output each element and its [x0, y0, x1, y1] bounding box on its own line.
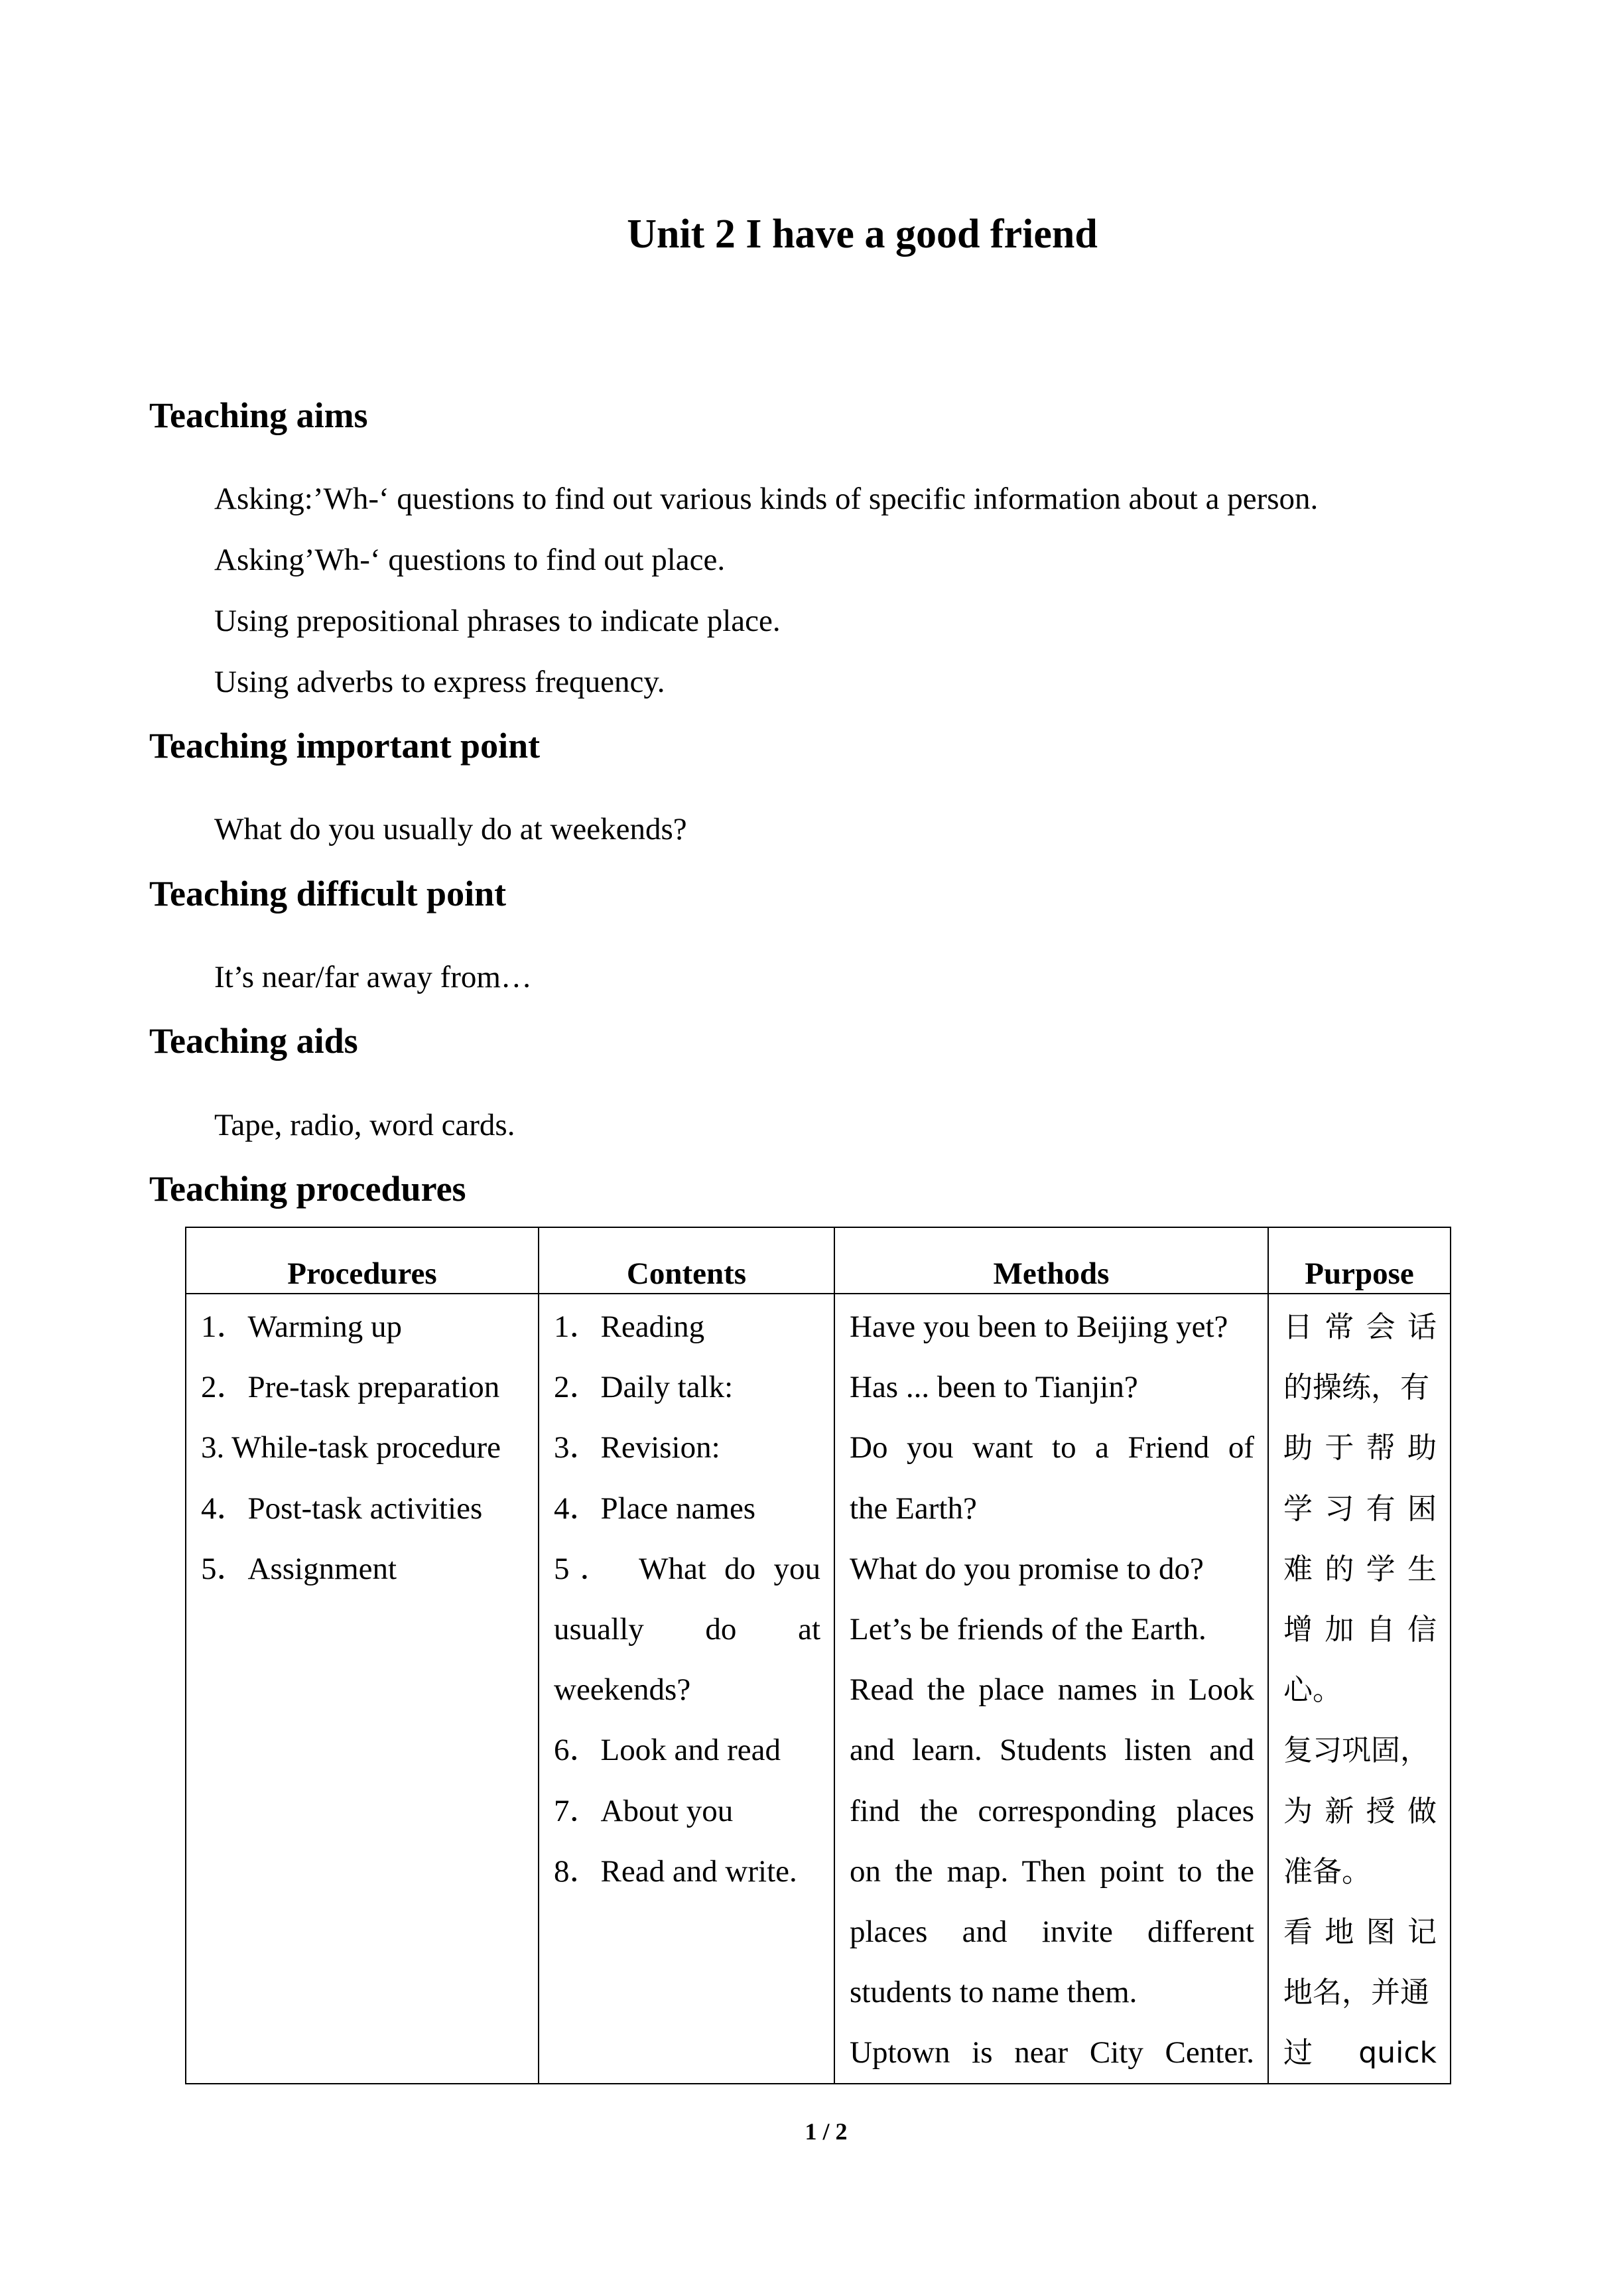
procedures-table: [185, 1227, 1451, 2084]
purpose-line: 心。: [1283, 1673, 1342, 1708]
content-item: weekends?: [554, 1672, 691, 1708]
method-line: on the map. Then point to the: [850, 1854, 1254, 1889]
procedures-cell: [186, 1294, 539, 2084]
methods-cell: [834, 1294, 1268, 2084]
content-item: 6．Look and read: [554, 1733, 781, 1768]
heading-teaching-aids: Teaching aids: [149, 1021, 358, 1061]
page-title: Unit 2 I have a good friend: [627, 212, 1098, 257]
purpose-line: 的操练，有: [1283, 1371, 1429, 1405]
method-line: the Earth?: [850, 1491, 977, 1526]
method-line: and learn. Students listen and: [850, 1733, 1254, 1768]
header-methods: Methods: [834, 1227, 1268, 1294]
purpose-line: 学习有困: [1283, 1491, 1437, 1526]
heading-difficult-point: Teaching difficult point: [149, 874, 507, 913]
purpose-line: 增加自信: [1283, 1612, 1437, 1647]
purpose-line: 难的学生: [1283, 1552, 1437, 1586]
content-item: 7．About you: [554, 1793, 734, 1828]
purpose-line: 过 quick: [1283, 2036, 1437, 2070]
difficult-point-text: It’s near/far away from…: [214, 960, 532, 994]
method-line: students to name them.: [850, 1975, 1137, 2010]
purpose-line: 地名，并通: [1283, 1976, 1429, 2010]
method-line: Uptown is near City Center.: [850, 2035, 1254, 2070]
content-item: 3．Revision:: [554, 1430, 720, 1465]
aims-line-3: Using prepositional phrases to indicate place.: [214, 604, 781, 638]
procedure-item: 4．Post-task activities: [201, 1491, 483, 1526]
procedure-item: 1．Warming up: [201, 1310, 402, 1344]
heading-important-point: Teaching important point: [149, 726, 541, 766]
aims-line-1: Asking:’Wh-‘ questions to find out various kinds of specific information about a person.: [214, 482, 1319, 516]
procedure-item: 5．Assignment: [201, 1551, 397, 1586]
teaching-aids-text: Tape, radio, word cards.: [214, 1108, 515, 1142]
purpose-line: 助于帮助: [1283, 1431, 1437, 1465]
purpose-line: 看地图记: [1283, 1915, 1437, 1949]
aims-line-4: Using adverbs to express frequency.: [214, 665, 665, 699]
table-row: [186, 1294, 1451, 2084]
procedure-item: 2．Pre-task preparation: [201, 1370, 500, 1405]
purpose-line: 复习巩固，: [1283, 1733, 1429, 1768]
method-line: places and invite different: [850, 1914, 1254, 1949]
method-line: Do you want to a Friend of: [850, 1430, 1254, 1465]
header-contents: Contents: [539, 1227, 834, 1294]
method-line: Let’s be friends of the Earth.: [850, 1611, 1206, 1647]
content-item: 8．Read and write.: [554, 1854, 797, 1889]
heading-teaching-procedures: Teaching procedures: [149, 1169, 466, 1209]
header-purpose: Purpose: [1268, 1227, 1451, 1294]
important-point-text: What do you usually do at weekends?: [214, 812, 687, 846]
method-line: find the corresponding places: [850, 1793, 1254, 1828]
method-line: Read the place names in Look: [850, 1672, 1254, 1708]
content-item: 2．Daily talk:: [554, 1370, 734, 1405]
heading-teaching-aims: Teaching aims: [149, 395, 368, 435]
header-procedures: Procedures: [186, 1227, 539, 1294]
content-item: usually do at: [554, 1611, 820, 1647]
method-line: What do you promise to do?: [850, 1551, 1204, 1586]
contents-cell: [539, 1294, 834, 2084]
content-item: 1．Reading: [554, 1310, 705, 1344]
page-number: 1 / 2: [805, 2118, 848, 2145]
purpose-cell: [1268, 1294, 1451, 2084]
aims-line-2: Asking’Wh-‘ questions to find out place.: [214, 543, 726, 577]
content-item: 5． What do you: [554, 1551, 820, 1586]
purpose-line: 为新授做: [1283, 1794, 1437, 1828]
procedure-item: 3. While-task procedure: [201, 1430, 501, 1465]
method-line: Have you been to Beijing yet?: [850, 1310, 1228, 1344]
purpose-line: 准备。: [1283, 1854, 1371, 1889]
table-header-row: [186, 1227, 1451, 1294]
method-line: Has ... been to Tianjin?: [850, 1370, 1138, 1405]
content-item: 4．Place names: [554, 1491, 756, 1526]
purpose-line: 日常会话: [1283, 1310, 1437, 1344]
